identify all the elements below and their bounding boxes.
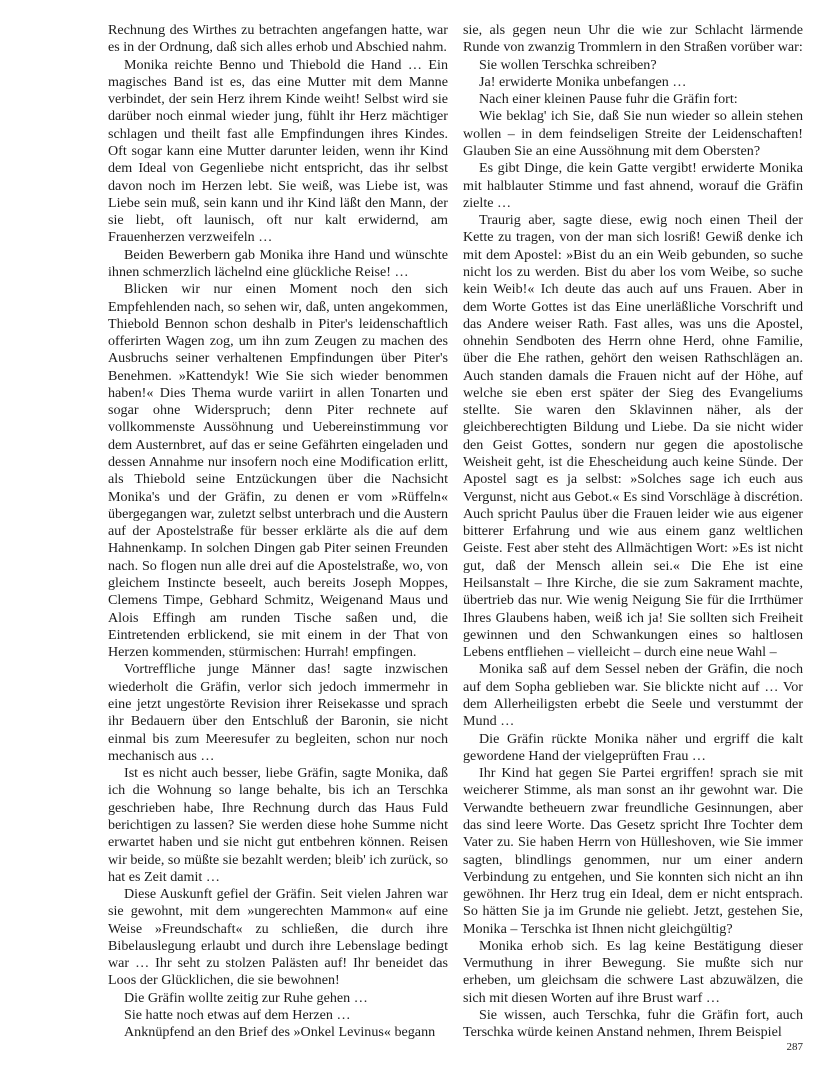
paragraph: Sie wissen, auch Terschka, fuhr die Gräfin fort, auch Terschka würde keinen Anstand nehmen, Ihrem Beispiel — [463, 1007, 803, 1041]
paragraph: Diese Auskunft gefiel der Gräfin. Seit vielen Jahren war sie gewohnt, mit dem »ungerechten Mammon« auf eine Weise »Freundschaft« zu schließen, die durch ihre Bibelauslegung erlaubt und durch ihre Lebenslage bedingt war … Ihr seht zu stolzen Palästen auf! Ihr beneidet das Loos der Glücklichen, die sie bewohnen! — [108, 886, 448, 989]
paragraph: Die Gräfin wollte zeitig zur Ruhe gehen … — [124, 989, 368, 1006]
paragraph: Sie wollen Terschka schreiben? — [479, 56, 657, 73]
paragraph: Blicken wir nur einen Moment noch den sich Empfehlenden nach, so sehen wir, daß, unten angekommen, Thiebold Bennon schon deshalb in Piter's leidenschaftlich offerirten Wagen zog, um ihn zum Zeugen zu machen des Ausbruchs seiner verhaltenen Empfindungen über Piter's Benehmen. »Kattendyk! Wie Sie sich wieder benommen haben!« Dies Thema wurde variirt in allen Tonarten und sogar ohne Widerspruch; denn Piter rechnete auf vollkommenste Aussöhnung und Uebereinstimmung vor dem Austernbret, auf das er seine Gefährten eingeladen und dessen Annahme nur insofern noch eine Modification erlitt, als Thiebold seine Entzückungen über die Nachsicht Monika's und der Gräfin, zu denen er vom »Rüffeln« übergegangen war, zuletzt selbst unterbrach und die Austern auf der Apostelstraße für besser erklärte als die auf dem Hahnenkamp. In solchen Dingen gab Piter seinen Freunden nach. So flogen nun alle drei auf die Apostelstraße, wo, von gleichem Instincte beseelt, auch bereits Joseph Moppes, Clemens Timpe, Gebhard Schmitz, Weigenand Maus und Alois Effingh am runden Tische saßen und, die Eintretenden erblickend, sie mit einem in der That von Herzen kommenden, stürmischen: Hurrah! empfingen. — [108, 281, 448, 661]
right-text-column — [463, 22, 803, 1042]
paragraph: Sie hatte noch etwas auf dem Herzen … — [124, 1007, 351, 1024]
paragraph: Ja! erwiderte Monika unbefangen … — [479, 73, 687, 90]
paragraph: Anknüpfend an den Brief des »Onkel Levinus« begann — [124, 1024, 436, 1041]
paragraph: Vortreffliche junge Männer das! sagte inzwischen wiederholt die Gräfin, verlor sich jedoch immermehr in eine jetzt ungestörte Revision ihrer Reisekasse und sprach ihr Bedauern über den Entschluß der Baronin, sie nicht einmal bis zum Meeresufer zu begleiten, schon nur noch mechanisch aus … — [108, 661, 448, 764]
paragraph: Beiden Bewerbern gab Monika ihre Hand und wünschte ihnen schmerzlich lächelnd eine glückliche Reise! … — [108, 246, 448, 280]
page-number: 287 — [786, 1041, 803, 1053]
paragraph: Monika saß auf dem Sessel neben der Gräfin, die noch auf dem Sopha geblieben war. Sie blickte nicht auf … Vor dem Allerheiligsten erbebt die Seele und verstummt der Mund … — [463, 661, 803, 730]
paragraph: Die Gräfin rückte Monika näher und ergriff die kalt gewordene Hand der vielgeprüften Frau … — [463, 730, 803, 764]
paragraph: Rechnung des Wirthes zu betrachten angefangen hatte, war es in der Ordnung, daß sich alles erhob und Abschied nahm. — [108, 22, 448, 56]
paragraph: Monika reichte Benno und Thiebold die Hand … Ein magisches Band ist es, das eine Mutter mit dem Manne verbindet, der sein Herz ihrem Kinde weiht! Selbst wird sie darüber noch einmal wieder jung, fühlt ihr Herz mächtiger schlagen und theilt fast alle Empfindungen ihres Kindes. Oft sogar kann eine Mutter darunter leiden, wenn ihr Kind dem Ideal von Gegenliebe nicht entspricht, das ihr selbst davon noch im Herzen lebt. Sie weiß, was Liebe ist, was Liebe sein muß, sein kann und ihr Kind läßt den Mann, der sie liebt, oft launisch, oft nur kalt erwidernd, am Frauenherzen verzweifeln … — [108, 56, 448, 246]
paragraph: Wie beklag' ich Sie, daß Sie nun wieder so allein stehen wollen – in dem feindseligen Streite der Leidenschaften! Glauben Sie an eine Aussöhnung mit dem Obersten? — [463, 108, 803, 159]
paragraph: sie, als gegen neun Uhr die wie zur Schlacht lärmende Runde von zwanzig Trommlern in den Straßen vorüber war: — [463, 22, 803, 56]
paragraph: Traurig aber, sagte diese, ewig noch einen Theil der Kette zu tragen, von der man sich losriß! Gewiß denke ich mit dem Apostel: »Bist du an ein Weib gebunden, so suche nicht los zu werden. Bist du aber los vom Weibe, so suche kein Weib!« Ich deute das auch auf uns Frauen. Aber in dem Worte Gottes ist das Eine unerläßliche Vorschrift und das Andere weiser Rath. Fast alles, was uns die Apostel, ohnehin Sendboten des Herrn ohne Herd, ohne Familie, über die Ehe rathen, gehört den weisen Rathschlägen an. Auch standen damals die Frauen nicht auf der Höhe, auf welche sie eben erst später der Sieg des Evangeliums stellte. Sie waren den Sklavinnen näher, als der gleichberechtigten Bildung und Liebe. Da sie nicht wider den Geist Gottes, sondern nur gegen die apostolische Weisheit geht, ist die Ehescheidung auch keine Sünde. Der Apostel sagt es ja selbst: »Solches sage ich euch aus Vergunst, nicht aus Gebot.« Es sind Vorschläge à discrétion. Auch spricht Paulus über die Frauen leider wie aus eigener bitterer Erfahrung und wie aus einem ganz weltlichen Geiste. Fest aber steht des Allmächtigen Wort: »Es ist nicht gut, daß der Mensch allein sei.« Die Ehe ist eine Heilsanstalt – Ihre Kirche, die sie zum Sakrament machte, übertrieb das nur. Wie wenig Neigung Sie für die Irrthümer Ihres Glaubens haben, weiß ich ja! Sie sollten sich Freiheit gewinnen und den Schwankungen eines so haltlosen Lebens entfliehen – vielleicht – durch eine neue Wahl – — [463, 212, 803, 661]
left-text-column — [108, 22, 448, 1042]
paragraph: Es gibt Dinge, die kein Gatte vergibt! erwiderte Monika mit halblauter Stimme und fast ahnend, worauf die Gräfin zielte … — [463, 160, 803, 211]
paragraph: Monika erhob sich. Es lag keine Bestätigung dieser Vermuthung in ihrer Bewegung. Sie mußte sich nur erheben, um gleichsam die schwere Last abzuwälzen, die sich mit diesen Worten auf ihre Brust warf … — [463, 937, 803, 1006]
paragraph: Ihr Kind hat gegen Sie Partei ergriffen! sprach sie mit weicherer Stimme, als man sonst an ihr gewohnt war. Die Verwandte betheuern zwar freundliche Gesinnungen, aber das sind leere Worte. Das Gesetz spricht Ihre Tochter dem Vater zu. Sie haben Herrn von Hülleshoven, wie Sie immer sagten, blindlings genommen, nur um einer andern Verbindung zu entgehen, und Sie konnten sich nicht an ihn gewöhnen. Ihr Herz trug ein Ideal, dem er nicht entsprach. So hätten Sie ja im Grunde nie geliebt. Jetzt, gestehen Sie, Monika – Terschka ist Ihnen nicht gleichgültig? — [463, 765, 803, 937]
paragraph: Nach einer kleinen Pause fuhr die Gräfin fort: — [479, 91, 738, 108]
paragraph: Ist es nicht auch besser, liebe Gräfin, sagte Monika, daß ich die Wohnung so lange behalte, bis ich an Terschka geschrieben habe, Ihre Rechnung durch das Haus Fuld berichtigen zu lassen? Sie werden diese hohe Summe nicht erwartet haben und sie nicht gut entbehren können. Reisen wir beide, so müßte sie bezahlt werden; bleib' ich zurück, so hat es Zeit damit … — [108, 765, 448, 885]
